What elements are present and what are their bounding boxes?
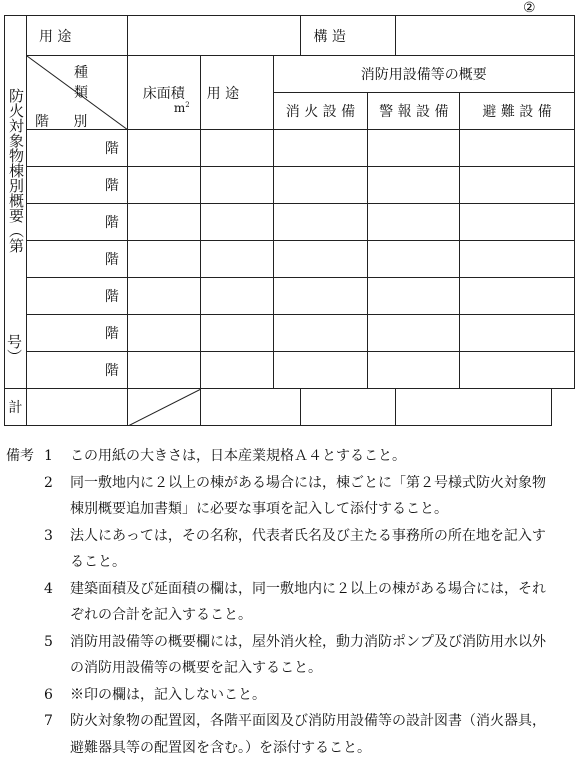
extinguish-header: 消 火 設 備 <box>273 93 368 130</box>
note-number: 7 <box>44 713 53 729</box>
building-summary-table <box>4 15 575 426</box>
alarm-header: 警 報 設 備 <box>368 93 460 130</box>
use-cell[interactable] <box>200 278 273 315</box>
note-number: 4 <box>44 580 53 597</box>
page-number: ② <box>523 0 536 16</box>
total-row-label: 計 <box>5 389 27 426</box>
type-label: 種 類 <box>73 65 98 101</box>
note-text: 法人にあっては，その名称，代表者氏名及び主たる事務所の所在地を記入す <box>70 527 546 544</box>
note-text: 建築面積及び延面積の欄は，同一敷地内に２以上の棟がある場合には，それ <box>70 580 546 597</box>
extinguish-cell[interactable] <box>273 278 368 315</box>
type-level-header-cell <box>26 56 127 130</box>
level-label: 階 別 <box>34 114 98 130</box>
alarm-cell[interactable] <box>368 204 460 241</box>
note-number: 5 <box>44 633 53 650</box>
floor-area-cell[interactable] <box>127 352 200 389</box>
note-number: 1 <box>44 448 53 464</box>
extinguish-cell[interactable] <box>273 204 368 241</box>
evacuation-header: 避 難 設 備 <box>460 93 575 130</box>
use-cell[interactable] <box>200 130 273 167</box>
floor-area-unit: $m^2$ <box>173 100 190 115</box>
note-text: ※印の欄は，記入しないこと。 <box>70 686 266 703</box>
alarm-cell[interactable] <box>368 130 460 167</box>
use-cell[interactable] <box>200 352 273 389</box>
evacuation-cell[interactable] <box>460 204 575 241</box>
side-title-cell <box>5 16 27 389</box>
extinguish-cell[interactable] <box>273 315 368 352</box>
floor-row-label: 階 <box>26 130 127 167</box>
use-cell[interactable] <box>200 315 273 352</box>
evacuation-cell[interactable] <box>460 352 575 389</box>
evacuation-cell[interactable] <box>460 315 575 352</box>
extinguish-cell[interactable] <box>273 130 368 167</box>
use-cell[interactable] <box>200 167 273 204</box>
purpose-value-cell[interactable] <box>127 16 301 56</box>
total-evacuation-cell[interactable] <box>396 389 552 426</box>
note-text-continued: の消防用設備等の概要を記入すること。 <box>70 660 322 676</box>
floor-row-label: 階 <box>26 204 127 241</box>
floor-area-cell[interactable] <box>127 315 200 352</box>
extinguish-cell[interactable] <box>273 352 368 389</box>
alarm-cell[interactable] <box>368 167 460 204</box>
alarm-cell[interactable] <box>368 241 460 278</box>
extinguish-cell[interactable] <box>273 241 368 278</box>
floor-row-label: 階 <box>26 167 127 204</box>
structure-value-cell[interactable] <box>396 16 575 56</box>
use-label: 用 途 <box>206 85 240 102</box>
extinguish-cell[interactable] <box>273 167 368 204</box>
floor-row-label: 階 <box>26 278 127 315</box>
notes-section <box>6 443 571 761</box>
note-text-continued: ぞれの合計を記入すること。 <box>70 607 252 623</box>
note-text: 消防用設備等の概要欄には，屋外消火栓，動力消防ポンプ及び消防用水以外 <box>70 633 546 650</box>
note-text: この用紙の大きさは，日本産業規格Ａ４とすること。 <box>70 448 406 464</box>
note-text-continued: 棟別概要追加書類」に必要な事項を記入して添付すること。 <box>70 501 448 517</box>
floor-area-cell[interactable] <box>127 167 200 204</box>
structure-label-cell <box>301 16 396 56</box>
structure-label: 構 造 <box>313 28 346 45</box>
total-extinguish-cell[interactable] <box>200 389 301 426</box>
evacuation-cell[interactable] <box>460 241 575 278</box>
floor-area-cell[interactable] <box>127 241 200 278</box>
alarm-cell[interactable] <box>368 315 460 352</box>
alarm-cell[interactable] <box>368 278 460 315</box>
floor-row-label: 階 <box>26 315 127 352</box>
note-number: 6 <box>44 686 53 703</box>
use-cell[interactable] <box>200 241 273 278</box>
note-text: 同一敷地内に２以上の棟がある場合には，棟ごとに「第２号様式防火対象物 <box>70 474 546 491</box>
note-text: 防火対象物の配置図，各階平面図及び消防用設備等の設計図書（消火器具， <box>70 713 546 729</box>
equipment-group-header: 消防用設備等の概要 <box>273 56 574 93</box>
total-alarm-cell[interactable] <box>301 389 396 426</box>
floor-area-cell[interactable] <box>127 278 200 315</box>
total-diagonal-line <box>128 389 200 426</box>
side-title-tail: 号） <box>5 334 23 364</box>
floor-row-label: 階 <box>26 352 127 389</box>
total-area-cell[interactable] <box>26 389 127 426</box>
floor-area-cell[interactable] <box>127 130 200 167</box>
evacuation-cell[interactable] <box>460 130 575 167</box>
note-number: 2 <box>44 474 53 491</box>
side-title: 防火対象物棟別概要（第 <box>7 88 25 253</box>
use-cell[interactable] <box>200 204 273 241</box>
note-text-continued: 避難器具等の配置図を含む。）を添付すること。 <box>70 739 371 756</box>
total-use-cell-crossed <box>127 389 200 426</box>
floor-area-label: 床面積 <box>142 85 185 102</box>
purpose-label: 用 途 <box>38 28 72 45</box>
evacuation-cell[interactable] <box>460 278 575 315</box>
floor-row-label: 階 <box>26 241 127 278</box>
note-number: 3 <box>44 527 53 544</box>
note-text-continued: ること。 <box>70 554 126 570</box>
evacuation-cell[interactable] <box>460 167 575 204</box>
purpose-label-cell <box>26 16 127 56</box>
use-header-cell <box>200 56 273 130</box>
floor-area-header-cell <box>127 56 200 130</box>
floor-area-cell[interactable] <box>127 204 200 241</box>
notes-heading: 備考 <box>6 448 34 464</box>
alarm-cell[interactable] <box>368 352 460 389</box>
